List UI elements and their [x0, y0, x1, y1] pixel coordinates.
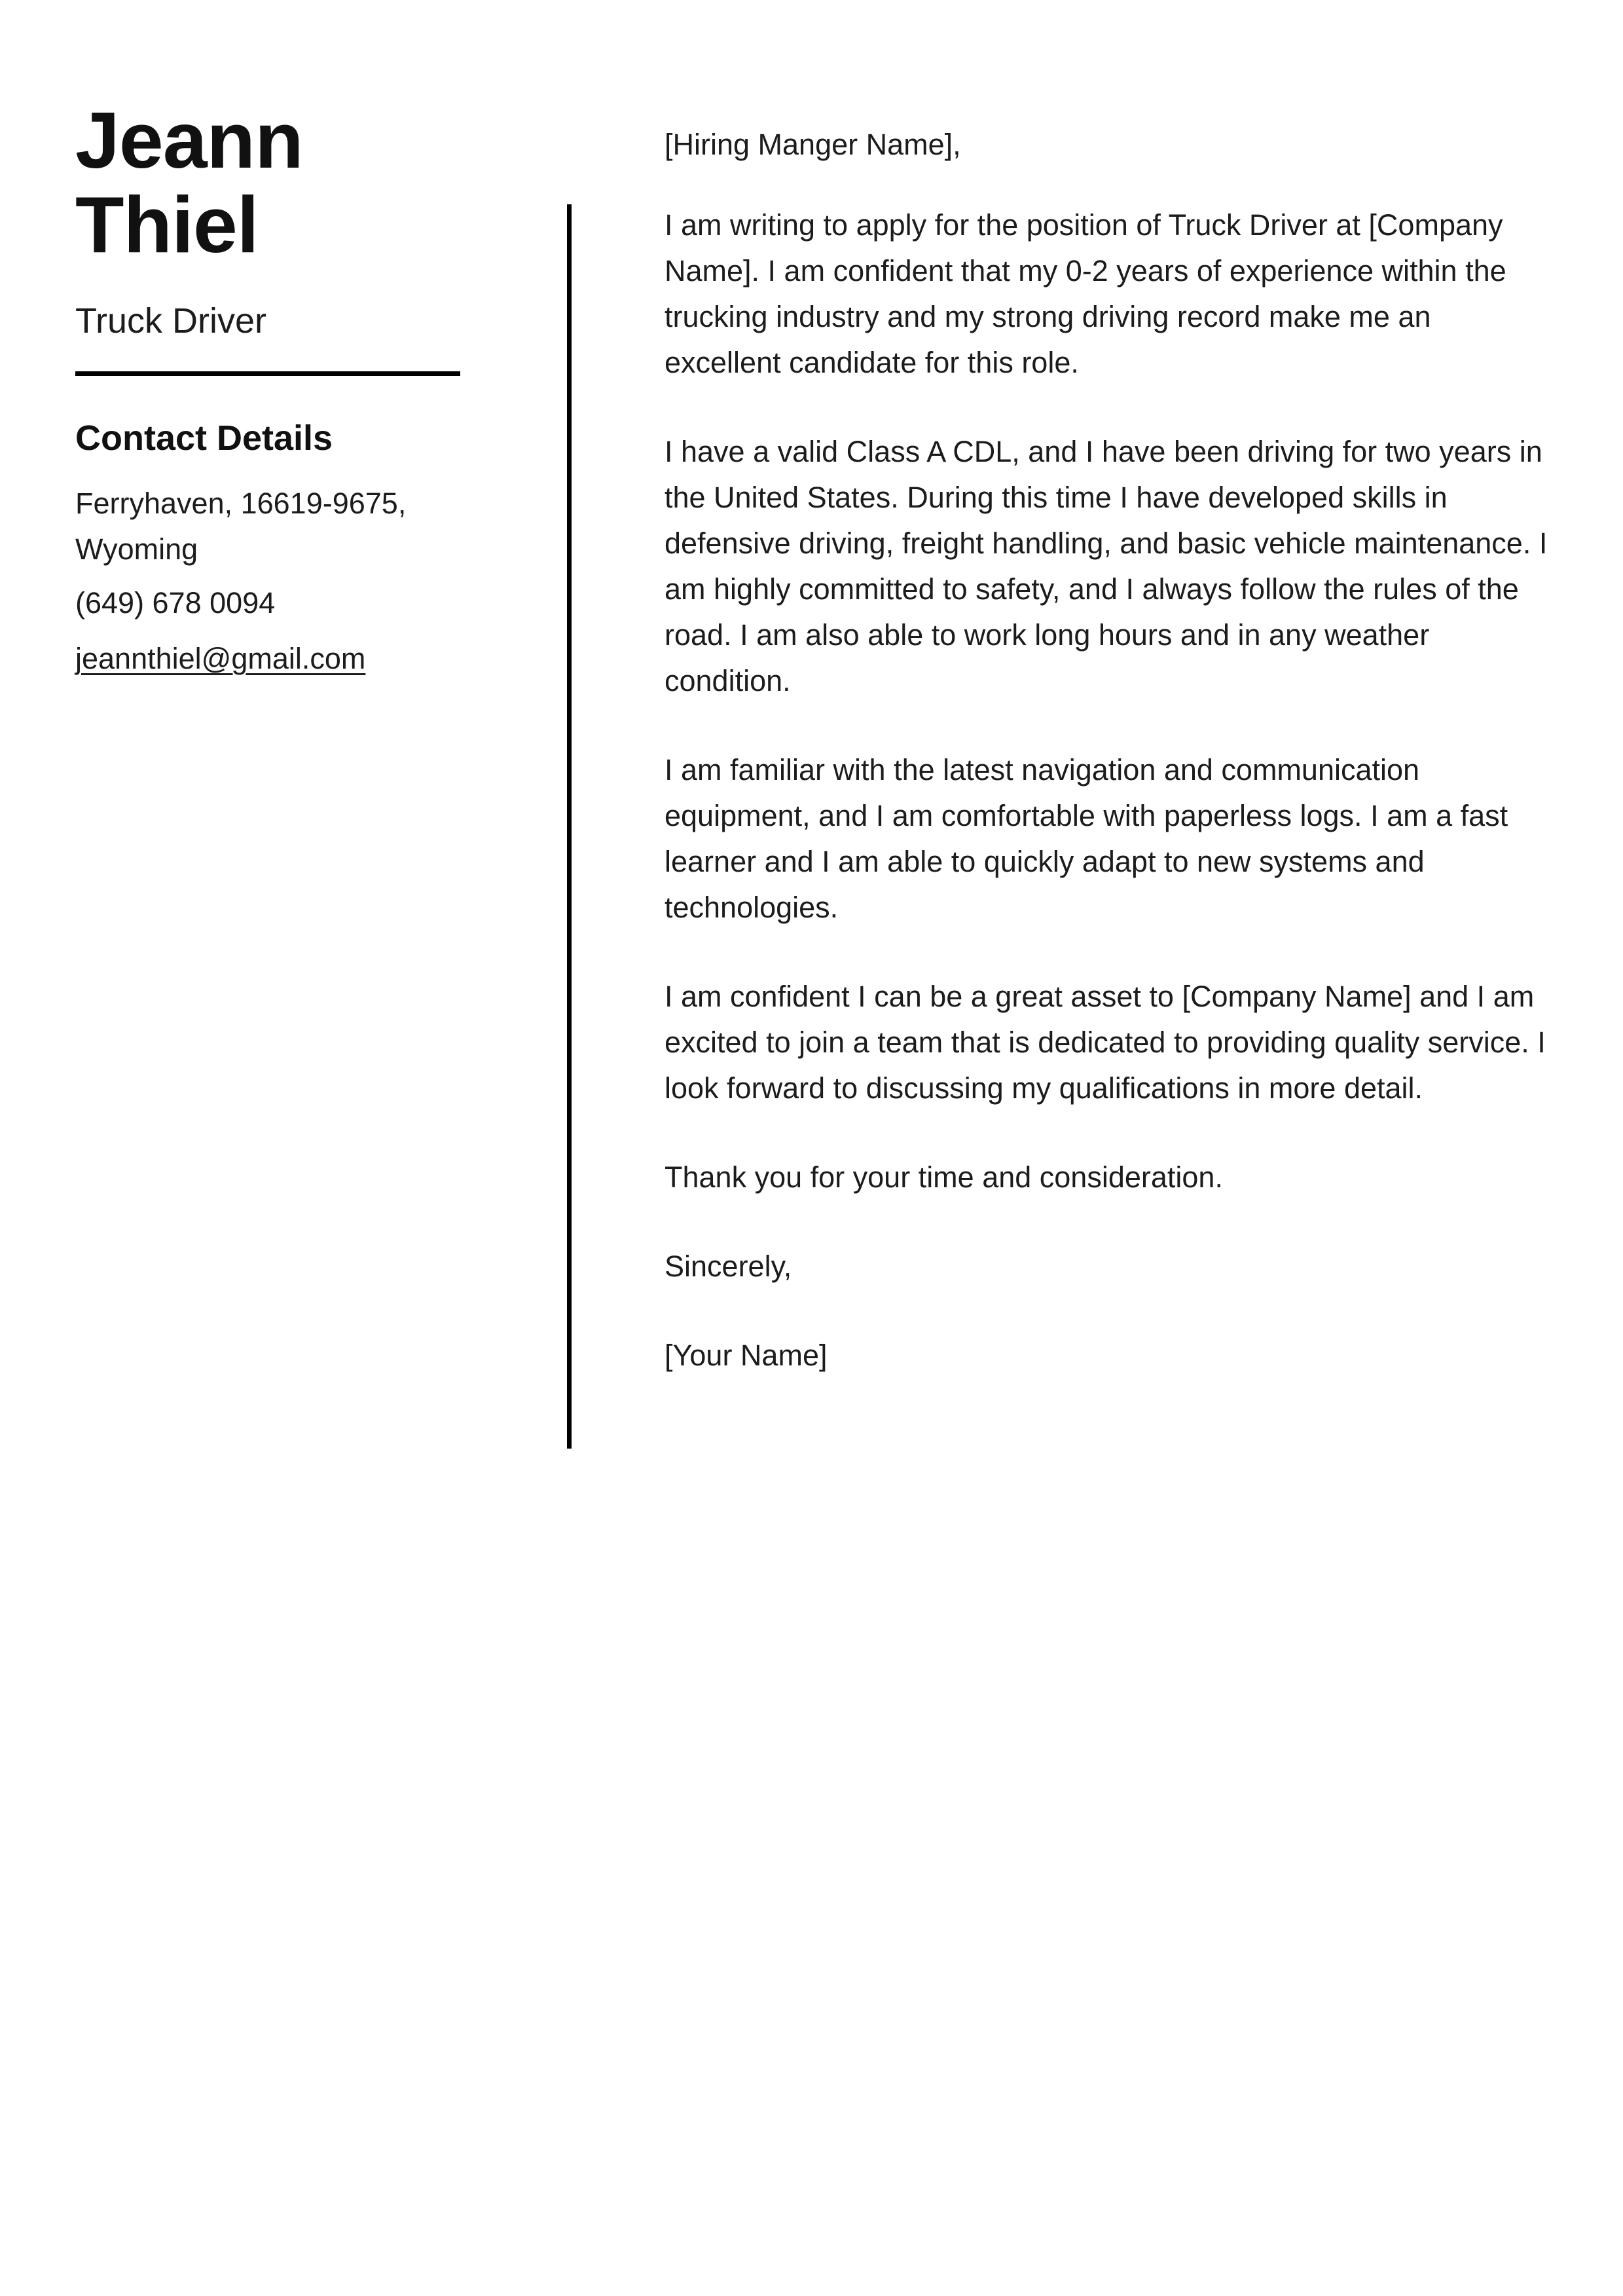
contact-email-link[interactable]: jeannthiel@gmail.com [75, 641, 366, 675]
letter-signature: [Your Name] [665, 1339, 828, 1372]
contact-phone: (649) 678 0094 [75, 585, 276, 620]
letter-paragraph: I am familiar with the latest navigation and communication equipment, and I am comfortable with paperless logs. I am a fast learner and I am able to quickly adapt to new systems and technologies. [665, 753, 1508, 924]
candidate-name: Jeann Thiel [75, 96, 303, 270]
letter-greeting: [Hiring Manger Name], [665, 128, 961, 161]
contact-email [75, 636, 507, 682]
letter-closing: Sincerely, [665, 1250, 792, 1283]
letter-paragraph: I am writing to apply for the position of Truck Driver at [Company Name]. I am confident that my 0-2 years of experience within the trucking industry and my strong driving record make me an excellent candidate for this role. [665, 208, 1506, 379]
sidebar-divider [75, 371, 460, 376]
letter-paragraph: I have a valid Class A CDL, and I have been driving for two years in the United States. During this time I have developed skills in defensive driving, freight handling, and basic vehicle maintenance. I am highly committed to safety, and I always follow the rules of the road. I am also able to work long hours and in any weather condition. [665, 435, 1548, 697]
letter-body [665, 122, 1548, 1379]
letter-paragraph: I am confident I can be a great asset to [Company Name] and I am excited to join a team that is dedicated to providing quality service. I look forward to discussing my qualifications in more detail. [665, 980, 1546, 1105]
job-title: Truck Driver [75, 301, 266, 341]
letter-thanks: Thank you for your time and consideration. [665, 1160, 1223, 1194]
contact-address: Ferryhaven, 16619-9675, Wyoming [75, 486, 407, 566]
contact-details-heading: Contact Details [75, 418, 333, 458]
sidebar [75, 98, 507, 682]
letter-accent-rule [567, 204, 572, 1449]
